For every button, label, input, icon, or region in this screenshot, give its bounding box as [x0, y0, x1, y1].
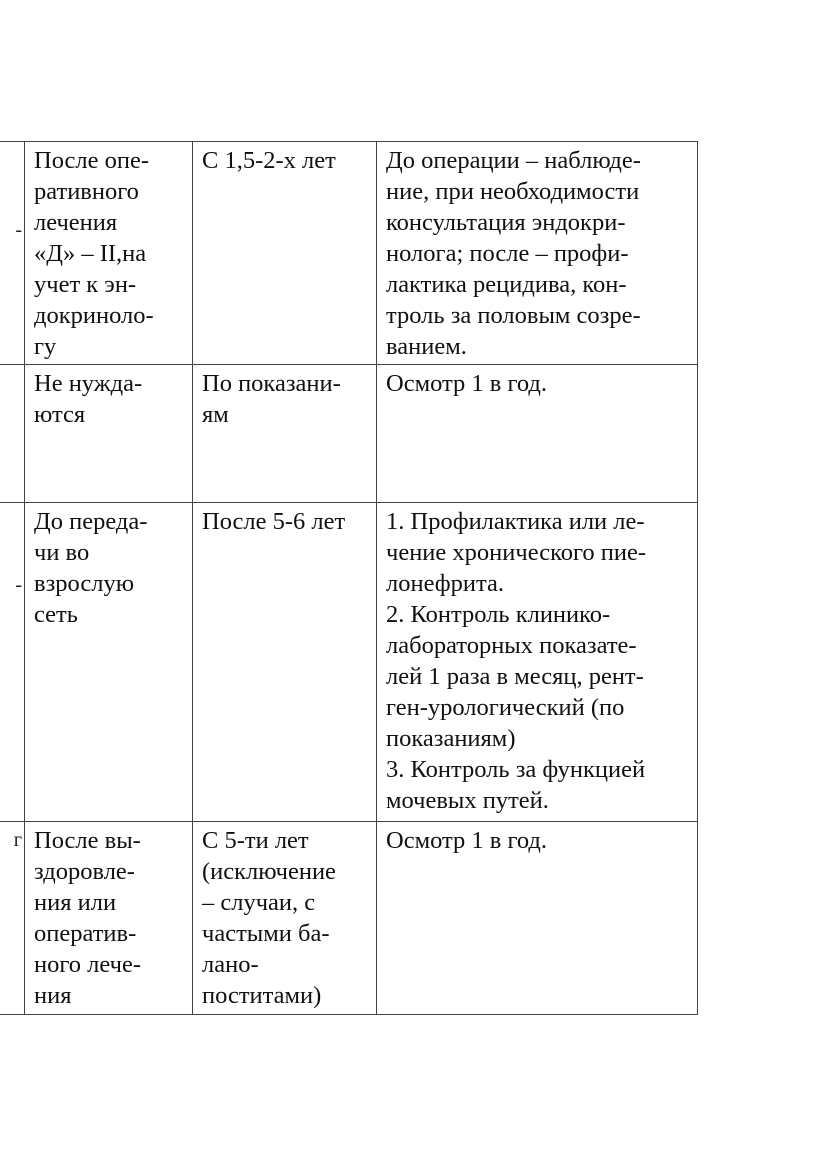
- start-age-cell: С 1,5-2-х лет: [193, 142, 377, 365]
- measures-cell: 1. Профилактика или ле- чение хронического пие- лонефрита. 2. Контроль клинико- лабораторных показате- лей 1 раза в месяц, рент- ген-урологический (по показаниям) 3. Контроль за функцией мочевых путей.: [377, 503, 698, 822]
- start-age-cell: После 5-6 лет: [193, 503, 377, 822]
- cut-off-cell: [0, 142, 25, 365]
- cut-off-cell: [0, 822, 25, 1015]
- observation-period-cell: До переда- чи во взрослую сеть: [25, 503, 193, 822]
- table-row: [0, 142, 698, 365]
- observation-period-cell: После вы- здоровле- ния или оператив- ного лече- ния: [25, 822, 193, 1015]
- measures-cell: До операции – наблюде- ние, при необходимости консультация эндокри- нолога; после – профи- лактика рецидива, кон- троль за половым созре- ванием.: [377, 142, 698, 365]
- dispensary-table: [0, 141, 698, 1015]
- measures-cell: Осмотр 1 в год.: [377, 822, 698, 1015]
- start-age-cell: С 5-ти лет (исключение – случаи, с частыми ба- лано- поститами): [193, 822, 377, 1015]
- cut-off-cell: [0, 503, 25, 822]
- observation-period-cell: Не нужда- ются: [25, 365, 193, 503]
- start-age-cell: По показани- ям: [193, 365, 377, 503]
- cut-off-text: г: [13, 829, 22, 851]
- cut-off-text: -: [15, 574, 22, 596]
- cut-off-text: -: [15, 219, 22, 241]
- table-row: [0, 822, 698, 1015]
- observation-period-cell: После опе- ративного лечения «Д» – II,на учет к эн- докриноло- гу: [25, 142, 193, 365]
- table-row: [0, 503, 698, 822]
- measures-cell: Осмотр 1 в год.: [377, 365, 698, 503]
- cut-off-cell: [0, 365, 25, 503]
- table-row: [0, 365, 698, 503]
